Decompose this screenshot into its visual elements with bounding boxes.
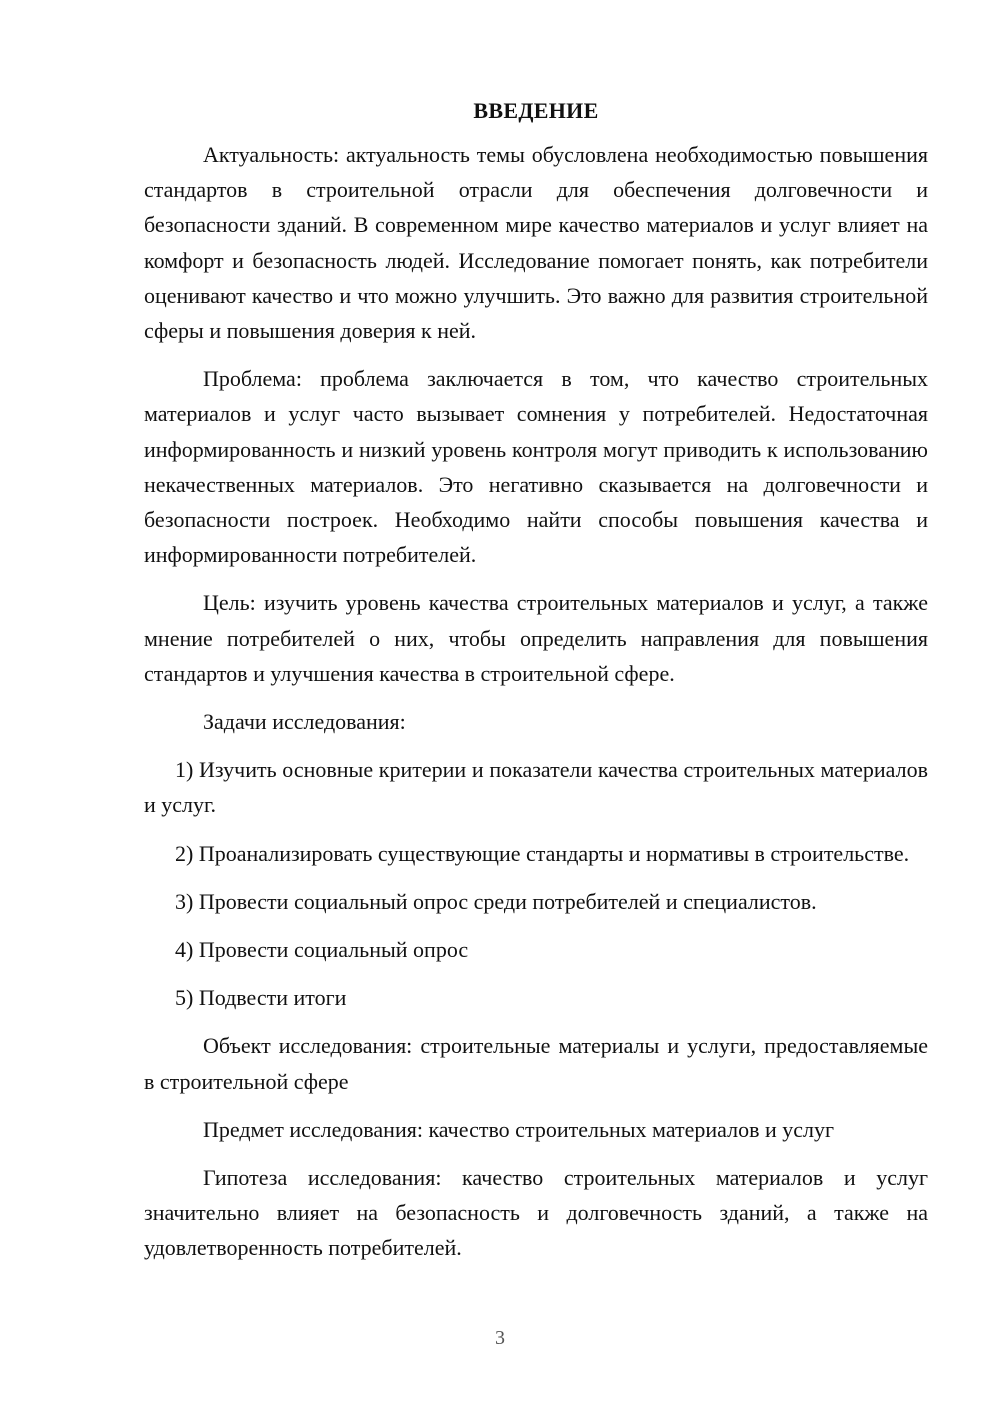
object-paragraph: Объект исследования: строительные материалы и услуги, предоставляемые в строительной сфере [144,1033,928,1094]
section-title: ВВЕДЕНИЕ [473,98,599,123]
relevance-paragraph: Актуальность: актуальность темы обусловлена необходимостью повышения стандартов в строительной отрасли для обеспечения долговечности и безопасности зданий. В современном мире качество материалов и услуг влияет на комфорт и безопасность людей. Исследование помогает понять, как потребители оценивают качество и что можно улучшить. Это важно для развития строительной сферы и повышения доверия к ней. [144,142,928,344]
task-item-4: 4) Провести социальный опрос [175,937,469,963]
task-item-3: 3) Провести социальный опрос среди потребителей и специалистов. [175,888,817,914]
task-item-2: 2) Проанализировать существующие стандарты и нормативы в строительстве. [175,840,910,866]
task-item-5: 5) Подвести итоги [175,985,347,1011]
tasks-heading: Задачи исследования: [203,709,406,735]
page-number: 3 [495,1327,505,1349]
goal-paragraph: Цель: изучить уровень качества строительных материалов и услуг, а также мнение потребителей о них, чтобы определить направления для повышения стандартов и улучшения качества в строительной сфере. [144,590,928,686]
task-item-1: 1) Изучить основные критерии и показатели качества строительных материалов и услуг. [144,757,928,818]
subject-paragraph: Предмет исследования: качество строительных материалов и услуг [203,1116,835,1142]
page-content [144,96,928,1279]
problem-paragraph: Проблема: проблема заключается в том, что качество строительных материалов и услуг часто вызывает сомнения у потребителей. Недостаточная информированность и низкий уровень контроля могут приводить к использованию некачественных материалов. Это негативно сказывается на долговечности и безопасности построек. Необходимо найти способы повышения качества и информированности потребителей. [144,366,928,568]
hypothesis-paragraph: Гипотеза исследования: качество строительных материалов и услуг значительно влияет на безопасность и долговечность зданий, а также на удовлетворенность потребителей. [144,1165,928,1261]
